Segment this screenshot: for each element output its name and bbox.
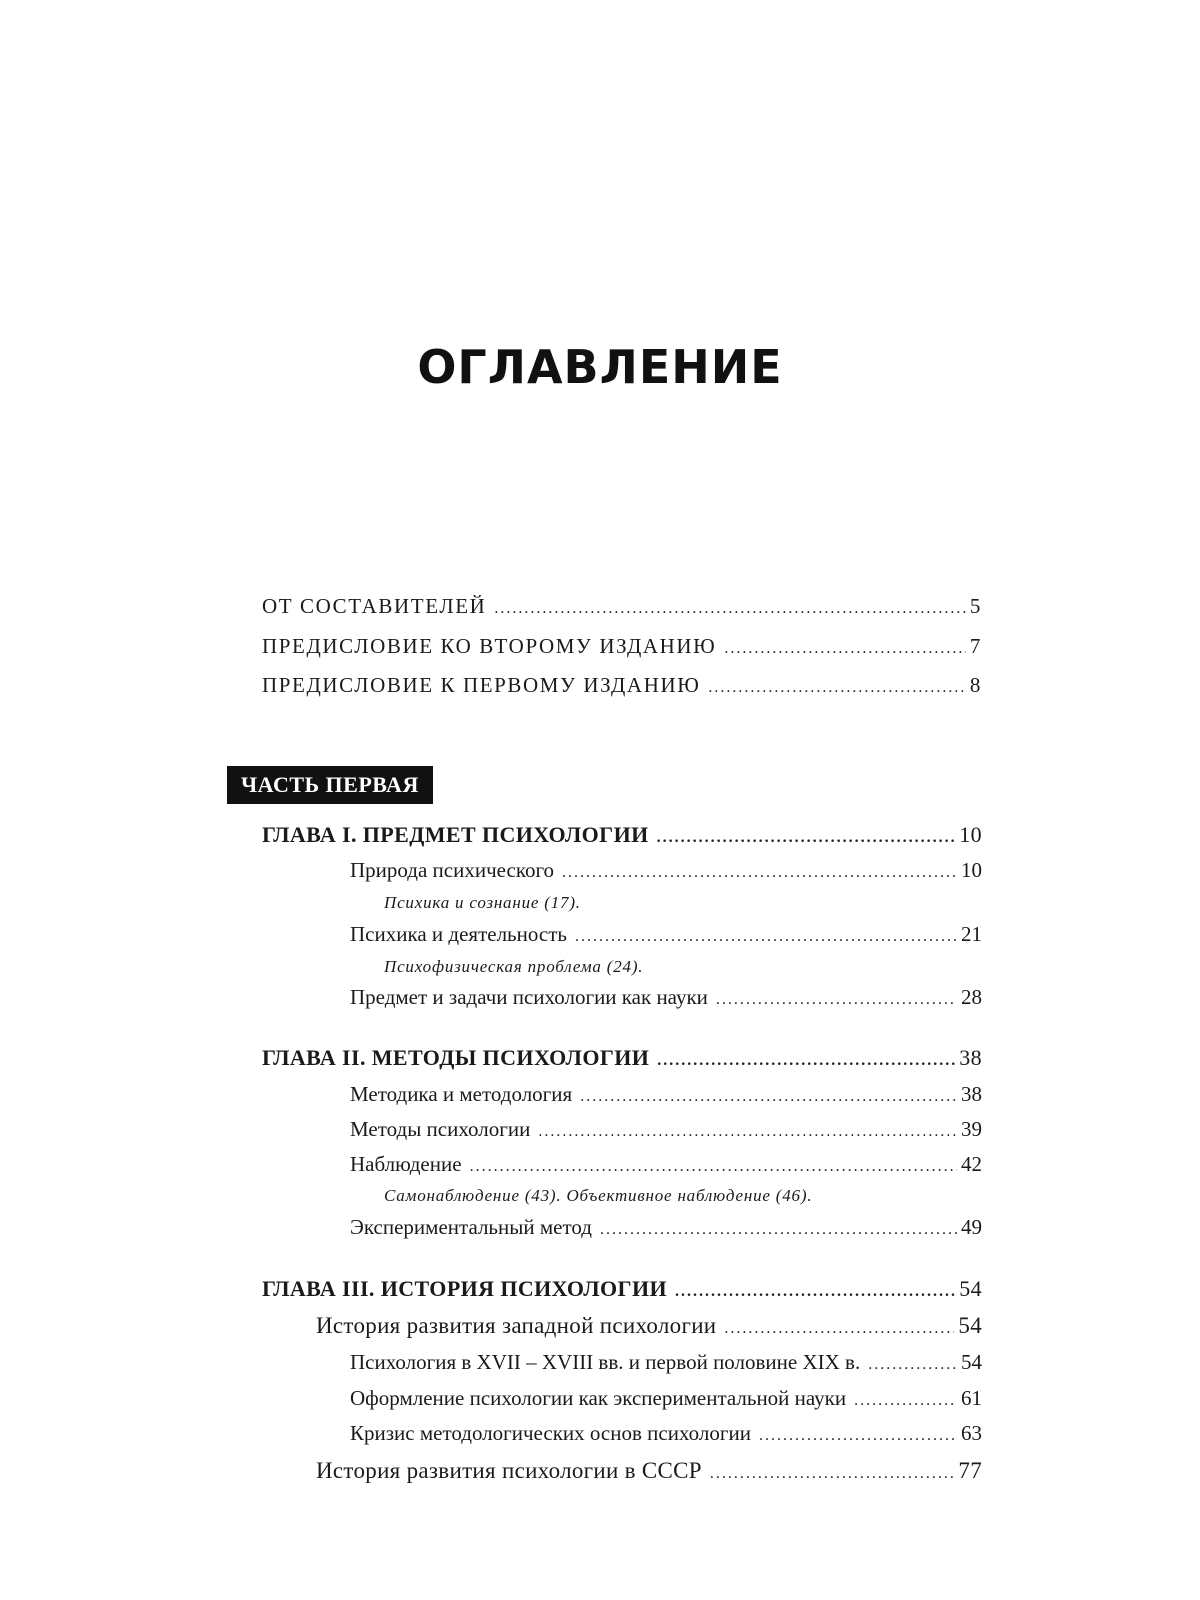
- toc-entry-page: 5: [969, 594, 982, 618]
- toc-entry-label: ПРЕДИСЛОВИЕ КО ВТОРОМУ ИЗДАНИЮ: [262, 634, 717, 658]
- subchapter-title: История развития западной психологии: [316, 1313, 717, 1338]
- toc-section[interactable]: [350, 922, 982, 947]
- chapter-title: ГЛАВА II. МЕТОДЫ ПСИХОЛОГИИ: [262, 1045, 650, 1070]
- chapter-title: ГЛАВА III. ИСТОРИЯ ПСИХОЛОГИИ: [262, 1276, 667, 1301]
- page-title: ОГЛАВЛЕНИЕ: [417, 340, 783, 394]
- toc-section[interactable]: [350, 1421, 982, 1446]
- toc-section[interactable]: [350, 985, 982, 1010]
- dot-leader: [868, 1356, 957, 1374]
- subchapter-page: 77: [958, 1458, 982, 1483]
- toc-entry-from-compilers[interactable]: [262, 594, 982, 619]
- toc-entry-page: 7: [969, 634, 982, 658]
- toc-subchapter[interactable]: [316, 1313, 982, 1339]
- section-title: Психология в XVII – XVIII вв. и первой половине XIX в.: [350, 1350, 861, 1374]
- section-title: Оформление психологии как экспериментальной науки: [350, 1386, 847, 1410]
- section-page: 42: [961, 1152, 982, 1176]
- section-page: 61: [961, 1386, 982, 1410]
- dot-leader: [759, 1427, 957, 1445]
- dot-leader: [580, 1088, 957, 1106]
- section-page: 39: [961, 1117, 982, 1141]
- toc-chapter-2[interactable]: [262, 1045, 982, 1071]
- section-page: 10: [961, 858, 982, 882]
- dot-leader: [657, 1052, 955, 1070]
- toc-entry-preface-second-edition[interactable]: [262, 634, 982, 659]
- toc-subtopics: Самонаблюдение (43). Объективное наблюдение (46).: [384, 1186, 813, 1205]
- dot-leader: [708, 679, 965, 697]
- chapter-title: ГЛАВА I. ПРЕДМЕТ ПСИХОЛОГИИ: [262, 822, 649, 847]
- section-page: 28: [961, 985, 982, 1009]
- toc-chapter-1[interactable]: [262, 822, 982, 848]
- toc-entry-label: ОТ СОСТАВИТЕЛЕЙ: [262, 594, 487, 618]
- chapter-page: 38: [959, 1045, 982, 1070]
- toc-subtopics: Психофизическая проблема (24).: [384, 957, 644, 976]
- part-label: ЧАСТЬ ПЕРВАЯ: [227, 766, 433, 804]
- section-title: Методы психологии: [350, 1117, 531, 1141]
- section-page: 49: [961, 1215, 982, 1239]
- dot-leader: [600, 1221, 957, 1239]
- dot-leader: [724, 1320, 954, 1338]
- section-title: Методика и методология: [350, 1082, 573, 1106]
- section-page: 63: [961, 1421, 982, 1445]
- dot-leader: [494, 600, 965, 618]
- section-title: Экспериментальный метод: [350, 1215, 592, 1239]
- chapter-page: 10: [959, 822, 982, 847]
- toc-chapter-3[interactable]: [262, 1276, 982, 1302]
- toc-entry-page: 8: [969, 673, 982, 697]
- toc-section[interactable]: [350, 1350, 982, 1375]
- section-title: Природа психического: [350, 858, 555, 882]
- dot-leader: [538, 1123, 957, 1141]
- chapter-page: 54: [959, 1276, 982, 1301]
- dot-leader: [562, 864, 957, 882]
- section-title: Наблюдение: [350, 1152, 462, 1176]
- section-page: 21: [961, 922, 982, 946]
- toc-section[interactable]: [350, 858, 982, 883]
- dot-leader: [710, 1465, 954, 1483]
- dot-leader: [716, 991, 957, 1009]
- toc-section[interactable]: [350, 1082, 982, 1107]
- section-title: Психика и деятельность: [350, 922, 567, 946]
- dot-leader: [657, 829, 956, 847]
- dot-leader: [675, 1283, 955, 1301]
- toc-subchapter[interactable]: [316, 1458, 982, 1484]
- toc-section[interactable]: [350, 1152, 982, 1177]
- section-title: Предмет и задачи психологии как науки: [350, 985, 708, 1009]
- toc-section[interactable]: [350, 1386, 982, 1411]
- toc-subtopics: Психика и сознание (17).: [384, 893, 581, 912]
- subchapter-title: История развития психологии в СССР: [316, 1458, 702, 1483]
- dot-leader: [854, 1392, 957, 1410]
- section-page: 38: [961, 1082, 982, 1106]
- toc-entry-label: ПРЕДИСЛОВИЕ К ПЕРВОМУ ИЗДАНИЮ: [262, 673, 701, 697]
- subchapter-page: 54: [958, 1313, 982, 1338]
- toc-section[interactable]: [350, 1215, 982, 1240]
- toc-section[interactable]: [350, 1117, 982, 1142]
- dot-leader: [575, 928, 957, 946]
- dot-leader: [470, 1158, 957, 1176]
- section-title: Кризис методологических основ психологии: [350, 1421, 751, 1445]
- dot-leader: [724, 640, 966, 658]
- section-page: 54: [961, 1350, 982, 1374]
- toc-entry-preface-first-edition[interactable]: [262, 673, 982, 698]
